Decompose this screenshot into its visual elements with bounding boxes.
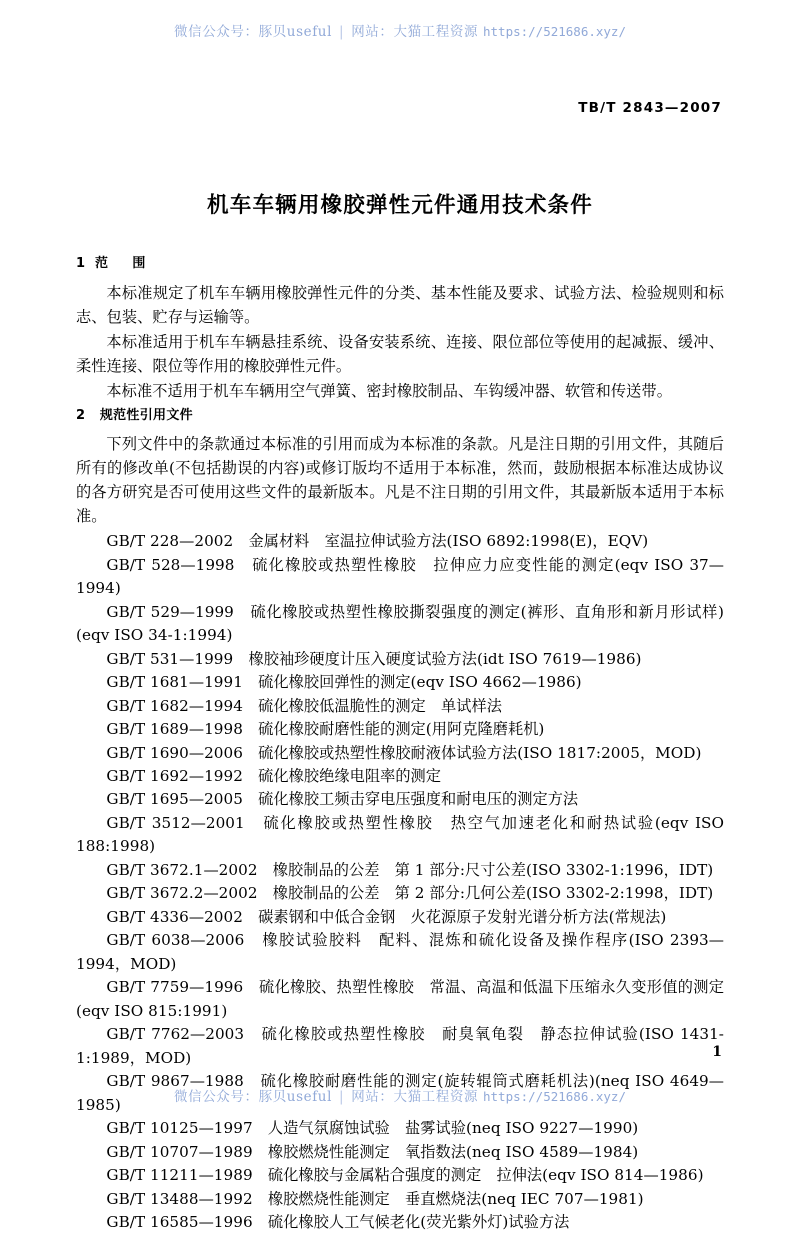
list-item: GB/T 1690—2006 硫化橡胶或热塑性橡胶耐液体试验方法(ISO 1817:2005，MOD) xyxy=(106,743,702,762)
section-heading-2: 2 规范性引用文件 xyxy=(76,408,193,424)
list-item: GB/T 3672.2—2002 橡胶制品的公差 第 2 部分:几何公差(ISO 3302-2:1998，IDT) xyxy=(106,884,714,903)
section-2-paragraph-1: 下列文件中的条款通过本标准的引用而成为本标准的条款。凡是注日期的引用文件，其随后所有的修改单(不包括勘误的内容)或修订版均不适用于本标准，然而，鼓励根据本标准达成协议的各方研究是否可使用这些文件的最新版本。凡是不注日期的引用文件，其最新版本适用于本标准。 xyxy=(76,435,724,526)
list-item: GB/T 528—1998 硫化橡胶或热塑性橡胶 拉伸应力应变性能的测定(eqv ISO 37—1994) xyxy=(76,555,724,598)
list-item: GB/T 10707—1989 橡胶燃烧性能测定 氧指数法(neq ISO 4589—1984) xyxy=(106,1142,639,1161)
watermark-separator: | xyxy=(339,24,345,40)
list-item: GB/T 7759—1996 硫化橡胶、热塑性橡胶 常温、高温和低温下压缩永久变形值的测定(eqv ISO 815:1991) xyxy=(76,978,724,1020)
list-item: GB/T 13488—1992 橡胶燃烧性能测定 垂直燃烧法(neq IEC 707—1981) xyxy=(106,1189,644,1208)
normative-references-list xyxy=(76,530,724,1235)
watermark-wechat-label: 微信公众号：豚贝useful xyxy=(174,1089,333,1105)
list-item: GB/T 1692—1992 硫化橡胶绝缘电阻率的测定 xyxy=(106,766,442,785)
watermark-separator: | xyxy=(339,1089,345,1105)
list-item: GB/T 16585—1996 硫化橡胶人工气候老化(荧光紫外灯)试验方法 xyxy=(106,1213,570,1232)
section-heading-1: 1 范 围 xyxy=(76,256,146,271)
section-1-paragraph-3: 本标准不适用于机车车辆用空气弹簧、密封橡胶制品、车钩缓冲器、软管和传送带。 xyxy=(106,382,673,401)
page-number: 1 xyxy=(712,1044,722,1060)
watermark-bottom xyxy=(0,1085,800,1105)
page-title: 机车车辆用橡胶弹性元件通用技术条件 xyxy=(207,193,593,218)
list-item: GB/T 531—1999 橡胶袖珍硬度计压入硬度试验方法(idt ISO 7619—1986) xyxy=(106,649,642,668)
watermark-url: https://521686.xyz/ xyxy=(483,24,626,39)
list-item: GB/T 9867—1988 硫化橡胶耐磨性能的测定(旋转辊筒式磨耗机法)(neq ISO 4649—1985) xyxy=(76,1072,724,1114)
section-1-paragraph-1: 本标准规定了机车车辆用橡胶弹性元件的分类、基本性能及要求、试验方法、检验规则和标志、包装、贮存与运输等。 xyxy=(76,284,724,327)
list-item: GB/T 6038—2006 橡胶试验胶料 配料、混炼和硫化设备及操作程序(ISO 2393—1994，MOD) xyxy=(76,931,724,973)
watermark-site-label: 网站：大猫工程资源 xyxy=(351,24,479,40)
watermark-wechat-label: 微信公众号：豚贝useful xyxy=(174,24,333,40)
list-item: GB/T 3672.1—2002 橡胶制品的公差 第 1 部分:尺寸公差(ISO 3302-1:1996，IDT) xyxy=(106,860,714,879)
list-item: GB/T 529—1999 硫化橡胶或热塑性橡胶撕裂强度的测定(裤形、直角形和新月形试样)(eqv ISO 34-1:1994) xyxy=(76,602,724,645)
list-item: GB/T 7762—2003 硫化橡胶或热塑性橡胶 耐臭氧龟裂 静态拉伸试验(ISO 1431-1:1989，MOD) xyxy=(76,1025,724,1067)
list-item: GB/T 1695—2005 硫化橡胶工频击穿电压强度和耐电压的测定方法 xyxy=(106,790,579,809)
list-item: GB/T 1689—1998 硫化橡胶耐磨性能的测定(用阿克隆磨耗机) xyxy=(106,720,545,739)
watermark-url: https://521686.xyz/ xyxy=(483,1089,626,1104)
list-item: GB/T 228—2002 金属材料 室温拉伸试验方法(ISO 6892:1998(E)，EQV) xyxy=(106,532,649,551)
standard-number: TB/T 2843—2007 xyxy=(578,100,722,116)
section-1-paragraph-2: 本标准适用于机车车辆悬挂系统、设备安装系统、连接、限位部位等使用的起减振、缓冲、柔性连接、限位等作用的橡胶弹性元件。 xyxy=(76,333,724,376)
list-item: GB/T 3512—2001 硫化橡胶或热塑性橡胶 热空气加速老化和耐热试验(eqv ISO 188:1998) xyxy=(76,813,724,856)
list-item: GB/T 1682—1994 硫化橡胶低温脆性的测定 单试样法 xyxy=(106,696,502,715)
list-item: GB/T 11211—1989 硫化橡胶与金属粘合强度的测定 拉伸法(eqv ISO 814—1986) xyxy=(106,1166,704,1185)
list-item: GB/T 4336—2002 碳素钢和中低合金钢 火花源原子发射光谱分析方法(常规法) xyxy=(106,907,667,926)
list-item: GB/T 10125—1997 人造气氛腐蚀试验 盐雾试验(neq ISO 9227—1990) xyxy=(106,1119,639,1138)
watermark-top xyxy=(0,20,800,40)
list-item: GB/T 1681—1991 硫化橡胶回弹性的测定(eqv ISO 4662—1986) xyxy=(106,673,582,692)
watermark-site-label: 网站：大猫工程资源 xyxy=(351,1089,479,1105)
